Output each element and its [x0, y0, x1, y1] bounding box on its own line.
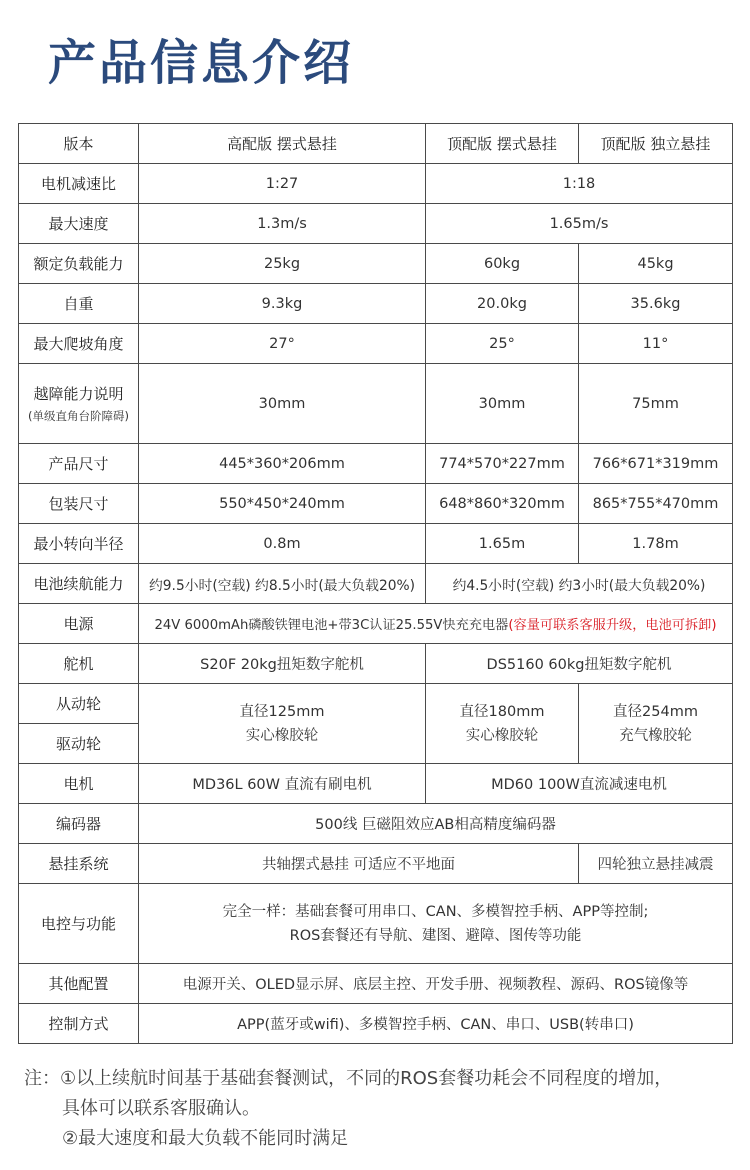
- cell: 1.3m/s: [139, 204, 426, 244]
- table-row: [19, 884, 733, 964]
- cell-power: [139, 604, 733, 644]
- footnote-line: 注：①以上续航时间基于基础套餐测试，不同的ROS套餐功耗会不同程度的增加，: [24, 1068, 673, 1089]
- row-label: 最大爬坡角度: [19, 324, 139, 364]
- cell: 约9.5小时(空载) 约8.5小时(最大负载20%): [139, 564, 426, 604]
- cell: 445*360*206mm: [139, 444, 426, 484]
- row-label: 舵机: [19, 644, 139, 684]
- table-row: [19, 164, 733, 204]
- row-label: 驱动轮: [19, 724, 139, 764]
- row-label: 电控与功能: [19, 884, 139, 964]
- wheel-type: 实心橡胶轮: [245, 727, 319, 744]
- row-label: 最大速度: [19, 204, 139, 244]
- cell: 25°: [426, 324, 579, 364]
- row-label: 电源: [19, 604, 139, 644]
- row-label: 电池续航能力: [19, 564, 139, 604]
- cell: 648*860*320mm: [426, 484, 579, 524]
- table-row: [19, 564, 733, 604]
- control-func-line: 完全一样：基础套餐可用串口、CAN、多模智控手柄、APP等控制;: [222, 903, 649, 920]
- table-row: [19, 244, 733, 284]
- spec-table: [18, 123, 733, 1044]
- cell: DS5160 60kg扭矩数字舵机: [426, 644, 733, 684]
- row-label-obstacle: [19, 364, 139, 444]
- cell-control-func: [139, 884, 733, 964]
- cell: 30mm: [426, 364, 579, 444]
- cell: 60kg: [426, 244, 579, 284]
- row-label: 其他配置: [19, 964, 139, 1004]
- cell: 9.3kg: [139, 284, 426, 324]
- table-row: [19, 844, 733, 884]
- cell-wheel: [139, 684, 426, 764]
- row-label: 自重: [19, 284, 139, 324]
- power-spec: 24V 6000mAh磷酸铁锂电池+带3C认证25.55V快充充电器: [154, 618, 509, 633]
- control-func-line: ROS套餐还有导航、建图、避障、图传等功能: [289, 927, 582, 944]
- table-row: [19, 684, 733, 724]
- table-row: [19, 124, 733, 164]
- cell-wheel: [579, 684, 733, 764]
- cell: 电源开关、OLED显示屏、底层主控、开发手册、视频教程、源码、ROS镜像等: [139, 964, 733, 1004]
- cell: MD60 100W直流减速电机: [426, 764, 733, 804]
- cell: 766*671*319mm: [579, 444, 733, 484]
- row-label: 产品尺寸: [19, 444, 139, 484]
- row-label: 编码器: [19, 804, 139, 844]
- cell: 75mm: [579, 364, 733, 444]
- header-version-top-independent: 顶配版 独立悬挂: [579, 124, 733, 164]
- cell: S20F 20kg扭矩数字舵机: [139, 644, 426, 684]
- row-label: 最小转向半径: [19, 524, 139, 564]
- table-row: [19, 644, 733, 684]
- cell: 共轴摆式悬挂 可适应不平地面: [139, 844, 579, 884]
- table-row: [19, 364, 733, 444]
- table-row: [19, 964, 733, 1004]
- row-label-text: 越障能力说明: [33, 385, 124, 403]
- footnote-line: 具体可以联系客服确认。: [62, 1098, 260, 1119]
- cell: 865*755*470mm: [579, 484, 733, 524]
- cell: 11°: [579, 324, 733, 364]
- footnotes: [24, 1064, 734, 1154]
- table-row: [19, 484, 733, 524]
- cell: 四轮独立悬挂减震: [579, 844, 733, 884]
- cell: MD36L 60W 直流有刷电机: [139, 764, 426, 804]
- wheel-diameter: 直径125mm: [239, 703, 325, 720]
- table-row: [19, 604, 733, 644]
- row-sublabel: (单级直角台阶障碍): [28, 409, 129, 423]
- power-highlight: (容量可联系客服升级，电池可拆卸): [508, 618, 717, 633]
- cell: 45kg: [579, 244, 733, 284]
- cell: 1.78m: [579, 524, 733, 564]
- cell: 1:18: [426, 164, 733, 204]
- row-label: 额定负载能力: [19, 244, 139, 284]
- cell: 1:27: [139, 164, 426, 204]
- cell: 550*450*240mm: [139, 484, 426, 524]
- wheel-diameter: 直径254mm: [613, 703, 698, 720]
- header-version-top-swing: 顶配版 摆式悬挂: [426, 124, 579, 164]
- row-label: 包装尺寸: [19, 484, 139, 524]
- cell: 25kg: [139, 244, 426, 284]
- wheel-type: 实心橡胶轮: [465, 727, 539, 744]
- cell: 20.0kg: [426, 284, 579, 324]
- cell: APP(蓝牙或wifi)、多模智控手柄、CAN、串口、USB(转串口): [139, 1004, 733, 1044]
- cell: 1.65m: [426, 524, 579, 564]
- table-row: [19, 524, 733, 564]
- cell-wheel: [426, 684, 579, 764]
- row-label: 电机: [19, 764, 139, 804]
- table-row: [19, 764, 733, 804]
- table-row: [19, 804, 733, 844]
- table-row: [19, 284, 733, 324]
- row-label: 悬挂系统: [19, 844, 139, 884]
- cell: 500线 巨磁阻效应AB相高精度编码器: [139, 804, 733, 844]
- row-label: 控制方式: [19, 1004, 139, 1044]
- cell: 27°: [139, 324, 426, 364]
- cell: 0.8m: [139, 524, 426, 564]
- cell: 1.65m/s: [426, 204, 733, 244]
- footnote-line: ②最大速度和最大负载不能同时满足: [62, 1128, 349, 1149]
- header-version-high: 高配版 摆式悬挂: [139, 124, 426, 164]
- cell: 774*570*227mm: [426, 444, 579, 484]
- table-row: [19, 444, 733, 484]
- cell: 30mm: [139, 364, 426, 444]
- header-label: 版本: [19, 124, 139, 164]
- page-title: 产品信息介绍: [48, 35, 355, 91]
- table-row: [19, 1004, 733, 1044]
- cell: 约4.5小时(空载) 约3小时(最大负载20%): [426, 564, 733, 604]
- wheel-type: 充气橡胶轮: [619, 727, 692, 744]
- wheel-diameter: 直径180mm: [459, 703, 545, 720]
- cell: 35.6kg: [579, 284, 733, 324]
- table-row: [19, 324, 733, 364]
- row-label: 从动轮: [19, 684, 139, 724]
- row-label: 电机减速比: [19, 164, 139, 204]
- table-row: [19, 204, 733, 244]
